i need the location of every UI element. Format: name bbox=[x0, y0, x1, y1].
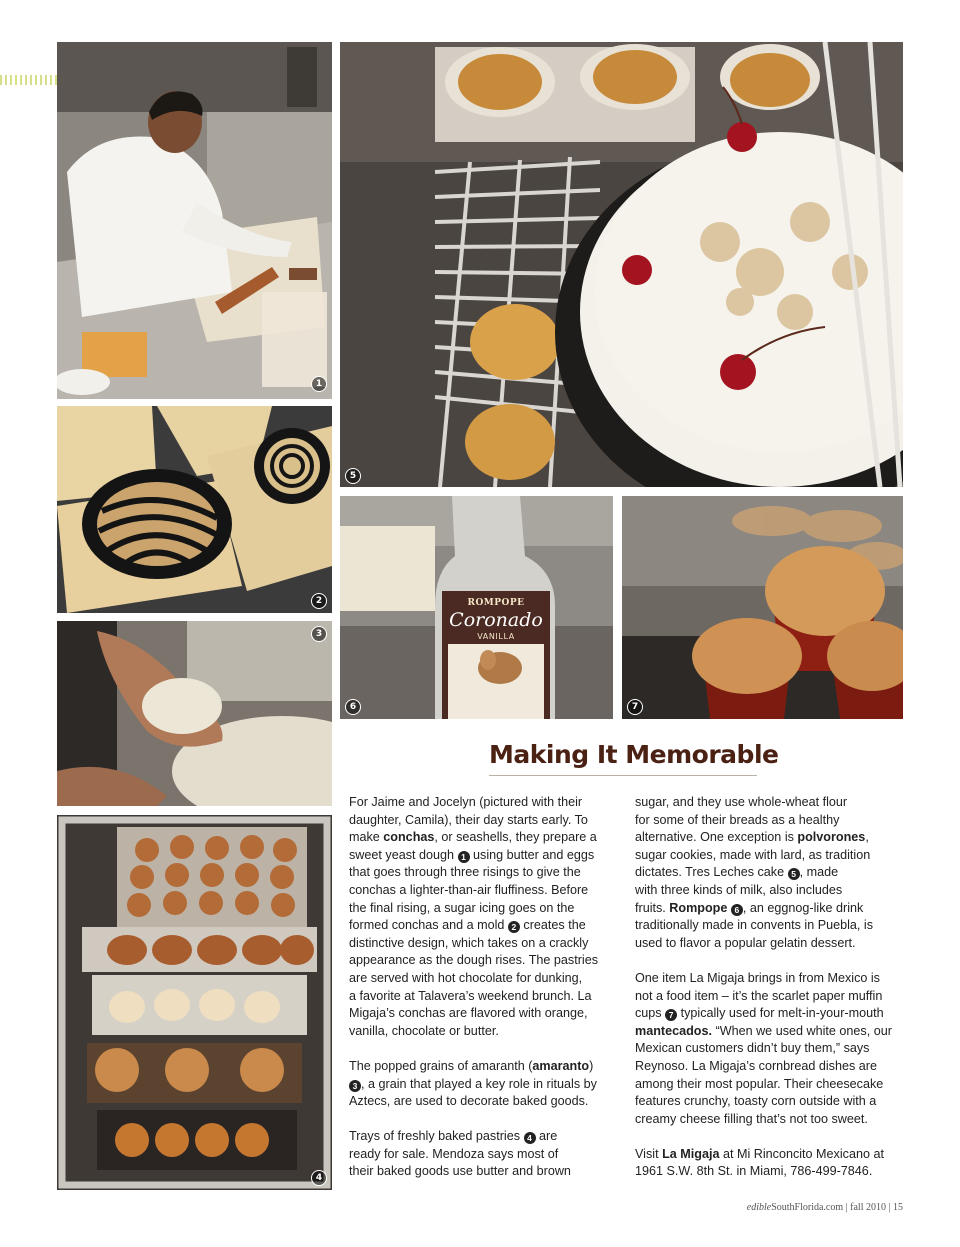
photo-number-badge: 6 bbox=[345, 699, 361, 715]
text-line: Reynoso. La Migaja’s cornbread dishes are bbox=[635, 1058, 877, 1073]
text-line: their baked goods use butter and brown bbox=[349, 1164, 571, 1179]
headline-underline bbox=[489, 775, 757, 776]
text-line: dictates. Tres Leches cake 5 , made bbox=[635, 865, 839, 880]
paragraph bbox=[349, 794, 619, 1040]
photo-reference-number: 1 bbox=[458, 851, 470, 863]
text-line: daughter, Camila), their day starts early. To bbox=[349, 812, 588, 827]
bottle-label-flavor: VANILLA bbox=[477, 632, 515, 641]
footer-issue: fall 2010 bbox=[850, 1202, 886, 1213]
bold-term: La Migaja bbox=[662, 1146, 720, 1161]
edge-color-bar bbox=[0, 75, 58, 85]
text-line: creamy cheese filling that’s not too sweet. bbox=[635, 1111, 868, 1126]
paragraph bbox=[349, 1058, 619, 1111]
text-line: 1961 S.W. 8th St. in Miami, 786-499-7846. bbox=[635, 1164, 873, 1179]
photo-rompope-bottle bbox=[340, 496, 613, 719]
bold-term: mantecados. bbox=[635, 1023, 712, 1038]
text-line: vanilla, chocolate or butter. bbox=[349, 1023, 499, 1038]
paragraph bbox=[635, 970, 905, 1128]
photo-concha-mold bbox=[57, 406, 332, 613]
article-headline: Making It Memorable bbox=[489, 740, 779, 769]
text-line: a favorite at Talavera’s weekend brunch. La bbox=[349, 988, 592, 1003]
photo-reference-number: 7 bbox=[665, 1009, 677, 1021]
footer-divider: | bbox=[888, 1202, 893, 1213]
text-line: fruits. Rompope 6 , an eggnog-like drink bbox=[635, 900, 864, 915]
text-line: traditionally made in convents in Puebla, is bbox=[635, 918, 874, 933]
text-line: The popped grains of amaranth (amaranto) bbox=[349, 1058, 594, 1073]
photo-reference-number: 6 bbox=[731, 904, 743, 916]
photo-number-badge: 3 bbox=[311, 626, 327, 642]
text-line: Trays of freshly baked pastries 4 are bbox=[349, 1129, 558, 1144]
paragraph bbox=[635, 794, 905, 952]
text-line: features crunchy, toasty corn outside with a bbox=[635, 1094, 877, 1109]
text-line: that goes through three risings to give the bbox=[349, 865, 581, 880]
text-line: Mexican customers didn’t buy them,” says bbox=[635, 1041, 870, 1056]
bold-term: polvorones bbox=[797, 830, 866, 845]
photo-pastry-trays bbox=[57, 815, 332, 1190]
text-line: One item La Migaja brings in from Mexico is bbox=[635, 970, 880, 985]
photo-number-badge: 4 bbox=[311, 1170, 327, 1186]
text-line: not a food item – it’s the scarlet paper muffin bbox=[635, 988, 883, 1003]
text-line: sweet yeast dough 1 using butter and eggs bbox=[349, 847, 595, 862]
paragraph bbox=[349, 1128, 619, 1181]
text-line: Aztecs, are used to decorate baked goods. bbox=[349, 1094, 589, 1109]
paragraph bbox=[635, 1146, 905, 1181]
text-line: for some of their breads as a healthy bbox=[635, 812, 840, 827]
photo-reference-number: 2 bbox=[508, 921, 520, 933]
photo-baker-rolling-dough bbox=[57, 42, 332, 399]
text-line: among their most popular. Their cheesecake bbox=[635, 1076, 884, 1091]
photo-amaranth-grains bbox=[57, 621, 332, 806]
footer-site: SouthFlorida.com bbox=[771, 1202, 844, 1213]
photo-tres-leches-cake bbox=[340, 42, 903, 487]
photo-number-badge: 1 bbox=[311, 376, 327, 392]
bottle-label-brand: Coronado bbox=[449, 609, 543, 631]
text-line: ready for sale. Mendoza says most of bbox=[349, 1146, 559, 1161]
text-line: cups 7 typically used for melt-in-your-mouth bbox=[635, 1006, 884, 1021]
photo-number-badge: 2 bbox=[311, 593, 327, 609]
footer-brand: edible bbox=[746, 1202, 772, 1213]
text-line: are served with hot chocolate for dunking, bbox=[349, 970, 583, 985]
text-line: 3 , a grain that played a key role in rituals by bbox=[349, 1076, 619, 1094]
page-number: 15 bbox=[893, 1202, 903, 1213]
text-line: Visit La Migaja at Mi Rinconcito Mexicano at bbox=[635, 1146, 884, 1161]
text-line: Migaja’s conchas are flavored with orange, bbox=[349, 1006, 588, 1021]
text-line: distinctive design, which takes on a crackly bbox=[349, 935, 589, 950]
text-line: sugar, and they use whole-wheat flour bbox=[635, 795, 848, 809]
photo-reference-number: 4 bbox=[524, 1132, 536, 1144]
photo-reference-number: 3 bbox=[349, 1080, 361, 1092]
footer-divider: | bbox=[845, 1202, 851, 1213]
bold-term: Rompope bbox=[669, 900, 728, 915]
photo-number-badge: 5 bbox=[345, 468, 361, 484]
text-line: the final rising, a sugar icing goes on the bbox=[349, 900, 575, 915]
text-line: alternative. One exception is polvorones, bbox=[635, 830, 869, 845]
bold-term: amaranto bbox=[532, 1058, 590, 1073]
text-line: sugar cookies, made with lard, as tradition bbox=[635, 847, 871, 862]
text-line: For Jaime and Jocelyn (pictured with their bbox=[349, 795, 583, 809]
article-column-left bbox=[349, 794, 619, 1199]
text-line: with three kinds of milk, also includes bbox=[635, 882, 843, 897]
text-line: make conchas, or seashells, they prepare a bbox=[349, 830, 597, 845]
page-footer bbox=[747, 1202, 903, 1213]
article-column-right bbox=[635, 794, 905, 1199]
text-line: conchas a lighter-than-air fluffiness. Before bbox=[349, 882, 589, 897]
bottle-label-top: ROMPOPE bbox=[467, 598, 525, 608]
text-line: used to flavor a popular gelatin dessert. bbox=[635, 935, 856, 950]
text-line: mantecados. “When we used white ones, our bbox=[635, 1023, 892, 1038]
text-line: appearance as the dough rises. The pastries bbox=[349, 953, 599, 968]
photo-reference-number: 5 bbox=[788, 868, 800, 880]
photo-muffins-red-cups bbox=[622, 496, 903, 719]
text-line: formed conchas and a mold 2 creates the bbox=[349, 918, 586, 933]
bold-term: conchas bbox=[383, 830, 435, 845]
photo-number-badge: 7 bbox=[627, 699, 643, 715]
